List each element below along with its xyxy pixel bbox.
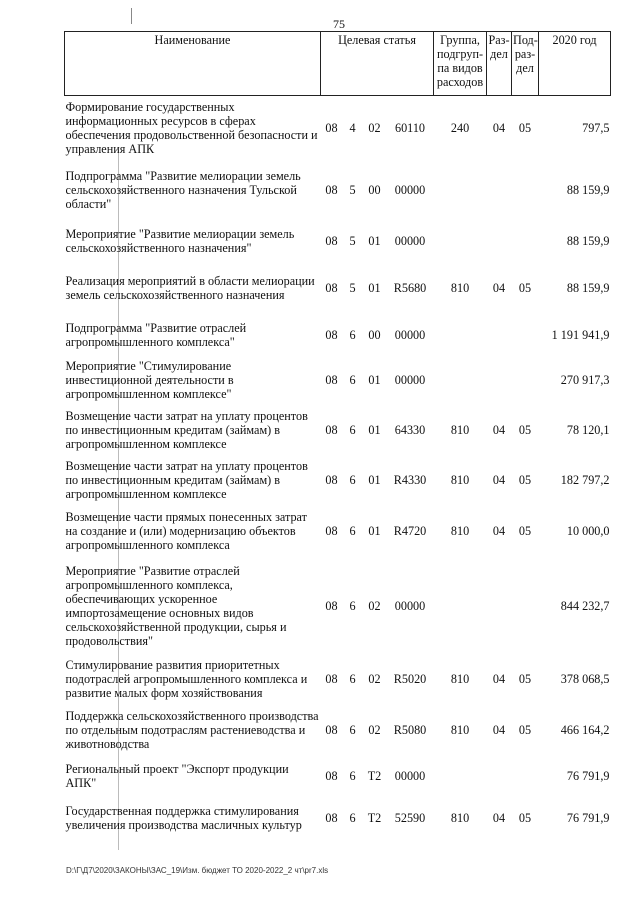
code-direction: 64330 [394,422,426,437]
code-program: 08 [325,472,338,487]
subsection [512,220,539,262]
subsection: 05 [518,523,532,538]
expense-group [434,315,487,355]
row-name: Мероприятие "Стимулирование инвестиционной деятельности в агропромышленном комплексе" [65,358,234,401]
subsection: 05 [518,810,532,825]
section: 04 [492,281,506,295]
code-event: 01 [368,472,381,487]
table-row [65,355,611,405]
code-direction: 52590 [394,810,426,825]
scan-mark [131,8,132,24]
table-row [65,262,611,315]
header-subsection: Под- раз- дел [512,32,539,96]
amount-2020: 88 159,9 [566,233,610,248]
code-subprogram: 6 [349,472,356,487]
section [487,557,512,655]
code-event: 02 [368,722,381,737]
expense-group [434,160,487,220]
code-direction: 60110 [394,120,426,135]
section: 04 [492,671,506,686]
amount-2020: 88 159,9 [566,281,610,295]
file-path-footer: D:\Г\Д7\2020\ЗАКОНЫ\ЗАС_19\Изм. бюджет ТО 2020-2022_2 чт\pr7.xls [66,866,329,875]
section: 04 [492,523,506,538]
amount-2020: 270 917,3 [560,372,610,387]
subsection: 05 [518,120,532,135]
expense-group [434,557,487,655]
page-number: 75 [333,17,345,31]
section: 04 [492,120,506,135]
subsection: 05 [518,472,532,487]
code-program: 08 [325,523,338,538]
section: 04 [492,810,506,825]
code-program: 08 [325,671,338,686]
code-program: 08 [325,372,338,387]
code-program: 08 [325,327,338,342]
code-direction: 00000 [394,598,426,613]
header-section: Раз- дел [487,32,512,96]
subsection [512,355,539,405]
code-subprogram: 6 [349,372,356,387]
table-row [65,160,611,220]
code-event: T2 [367,768,382,783]
subsection: 05 [518,722,532,737]
expense-group: 810 [450,810,470,825]
table-row [65,505,611,557]
amount-2020: 10 000,0 [566,523,610,538]
table-row [65,455,611,505]
code-subprogram: 5 [349,182,356,197]
table-row [65,795,611,841]
section [487,315,512,355]
code-subprogram: 6 [349,810,356,825]
code-subprogram: 6 [349,768,356,783]
row-name: Стимулирование развития приоритетных подотраслей агропромышленного комплекса и развитие малых форм хозяйствования [65,657,308,700]
header-year: 2020 год [539,32,611,96]
section [487,160,512,220]
code-subprogram: 6 [349,598,356,613]
table-row [65,405,611,455]
table-row [65,96,611,160]
code-direction: R5020 [393,671,427,686]
code-subprogram: 4 [349,120,356,135]
table-body [65,96,611,841]
code-subprogram: 5 [349,233,356,248]
table-row [65,220,611,262]
code-subprogram: 6 [349,327,356,342]
code-event: 01 [368,233,381,248]
header-name: Наименование [65,32,321,96]
code-direction: R4330 [393,472,427,487]
expense-group: 810 [450,722,470,737]
row-name: Формирование государственных информационных ресурсов в сферах обеспечения продовольственной безопасности и управления АПК [65,99,318,156]
code-subprogram: 6 [349,722,356,737]
code-direction: R5680 [393,281,427,295]
code-subprogram: 5 [349,281,356,295]
code-subprogram: 6 [349,671,356,686]
subsection [512,160,539,220]
row-name: Государственная поддержка стимулирования увеличения производства масличных культур [65,803,302,832]
section: 04 [492,722,506,737]
code-event: 01 [368,281,381,295]
code-event: 01 [368,422,381,437]
row-name: Мероприятие "Развитие мелиорации земель сельскохозяйственного назначения" [65,226,295,255]
row-name: Подпрограмма "Развитие отраслей агропромышленного комплекса" [65,320,247,349]
code-direction: 00000 [394,182,426,197]
row-name: Мероприятие "Развитие отраслей агропромышленного комплекса, обеспечивающих ускоренное импортозамещение основных видов сельскохозяйственной продукции, сырья и продовольствия" [65,563,287,648]
amount-2020: 797,5 [582,120,610,135]
code-program: 08 [325,422,338,437]
section: 04 [492,422,506,437]
code-event: 02 [368,598,381,613]
expense-group: 810 [450,671,470,686]
code-program: 08 [325,810,338,825]
code-event: 01 [368,372,381,387]
subsection: 05 [518,422,532,437]
table-row [65,557,611,655]
header-target: Целевая статья [321,32,434,96]
amount-2020: 182 797,2 [560,472,610,487]
code-event: T2 [367,810,382,825]
section [487,355,512,405]
code-event: 01 [368,523,381,538]
code-program: 08 [325,722,338,737]
amount-2020: 466 164,2 [560,722,610,737]
table-row [65,655,611,703]
code-program: 08 [325,281,338,295]
row-name: Подпрограмма "Развитие мелиорации земель сельскохозяйственного назначения Тульской области" [65,168,301,211]
budget-table [64,31,611,841]
table-row [65,315,611,355]
code-direction: 00000 [394,768,426,783]
subsection [512,315,539,355]
code-event: 02 [368,120,381,135]
amount-2020: 76 791,9 [566,768,610,783]
code-event: 00 [368,182,381,197]
row-name: Поддержка сельскохозяйственного производства по отдельным подотраслям растениеводства и животноводства [65,708,319,751]
amount-2020: 76 791,9 [566,810,610,825]
header-group: Группа, подгруп- па видов расходов [434,32,487,96]
row-name: Возмещение части затрат на уплату процентов по инвестиционным кредитам (займам) в агропромышленном комплексе [65,408,308,451]
table-header-row [65,32,611,96]
code-program: 08 [325,182,338,197]
subsection: 05 [518,281,532,295]
code-program: 08 [325,120,338,135]
subsection: 05 [518,671,532,686]
expense-group: 810 [450,422,470,437]
code-direction: R4720 [393,523,427,538]
row-name: Региональный проект "Экспорт продукции АПК" [65,761,289,790]
code-subprogram: 6 [349,422,356,437]
code-direction: 00000 [394,327,426,342]
expense-group: 240 [450,120,470,135]
code-event: 00 [368,327,381,342]
code-direction: 00000 [394,372,426,387]
code-direction: R5080 [393,722,427,737]
expense-group: 810 [450,472,470,487]
row-name: Возмещение части затрат на уплату процентов по инвестиционным кредитам (займам) в агропромышленном комплексе [65,458,308,501]
subsection [512,757,539,795]
row-name: Реализация мероприятий в области мелиорации земель сельскохозяйственного назначения [65,274,315,302]
amount-2020: 844 232,7 [560,598,610,613]
amount-2020: 1 191 941,9 [551,327,610,342]
row-name: Возмещение части прямых понесенных затрат на создание и (или) модернизацию объектов агропромышленного комплекса [65,509,307,552]
code-direction: 00000 [394,233,426,248]
expense-group: 810 [450,281,470,295]
expense-group [434,355,487,405]
section [487,220,512,262]
expense-group [434,220,487,262]
amount-2020: 78 120,1 [566,422,610,437]
section: 04 [492,472,506,487]
subsection [512,557,539,655]
expense-group [434,757,487,795]
amount-2020: 378 068,5 [560,671,610,686]
code-program: 08 [325,233,338,248]
section [487,757,512,795]
table-row [65,757,611,795]
code-subprogram: 6 [349,523,356,538]
table-row [65,703,611,757]
code-program: 08 [325,598,338,613]
amount-2020: 88 159,9 [566,182,610,197]
expense-group: 810 [450,523,470,538]
code-program: 08 [325,768,338,783]
code-event: 02 [368,671,381,686]
